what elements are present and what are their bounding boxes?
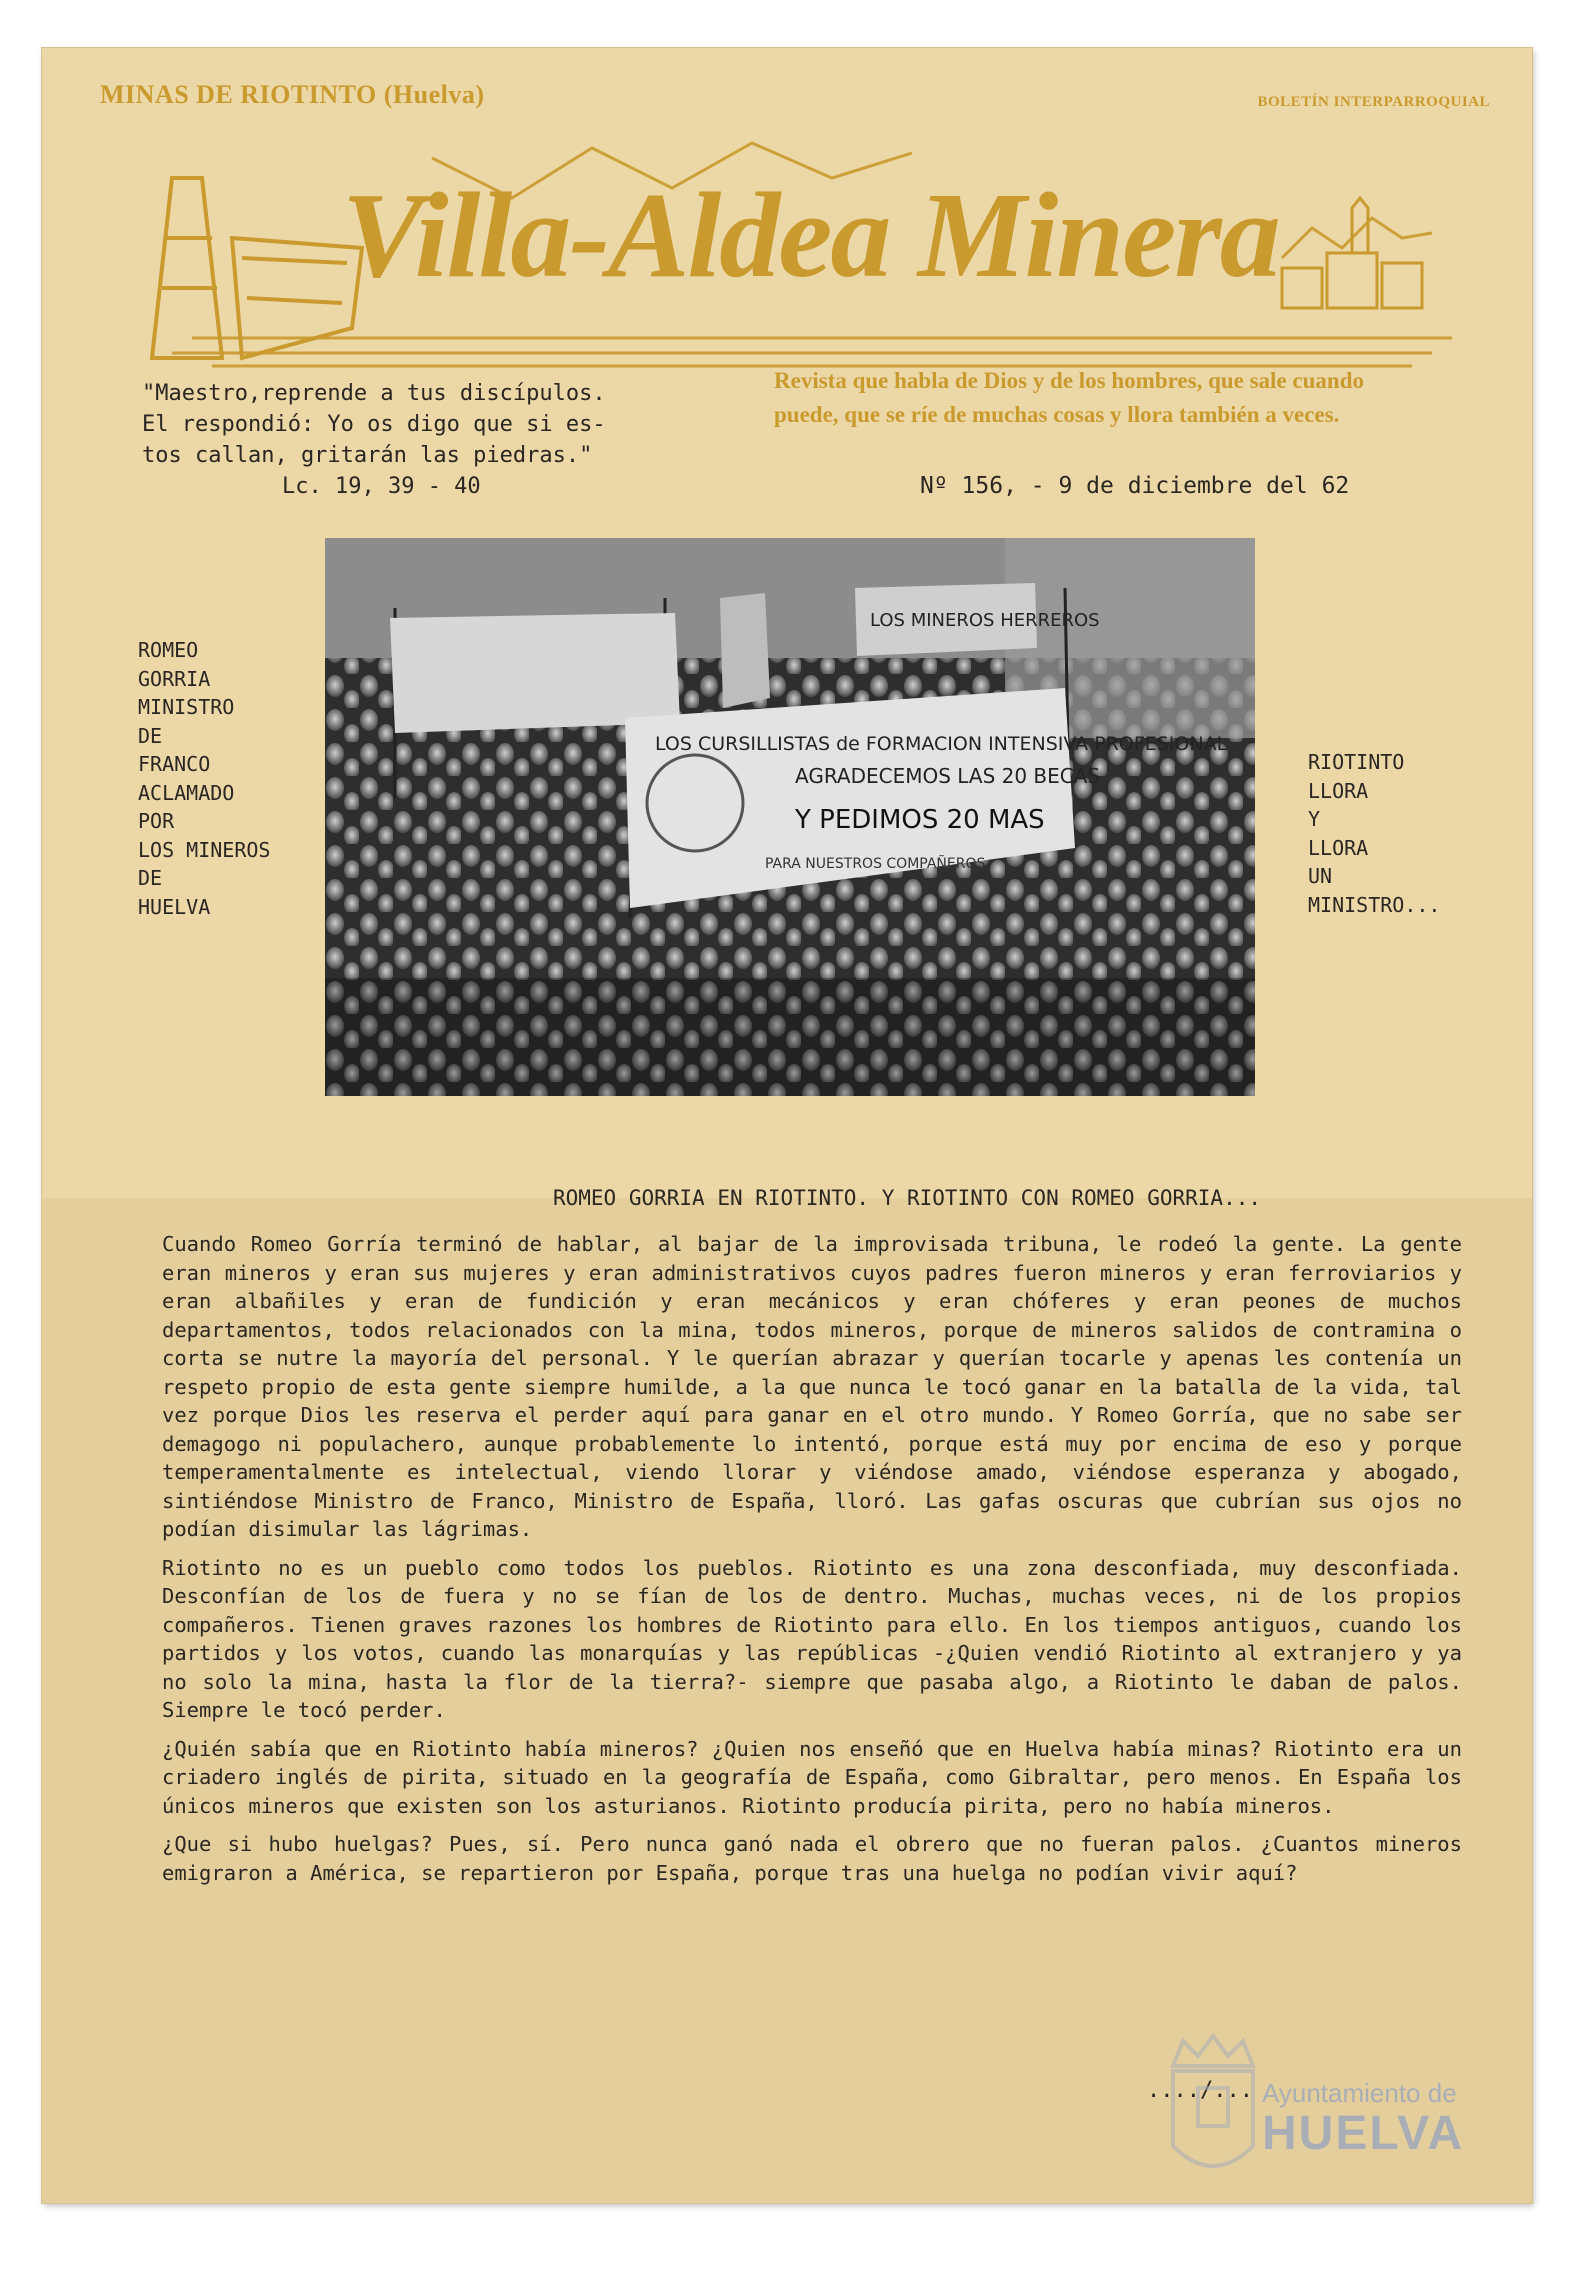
caption-line: MINISTRO...: [1308, 892, 1441, 917]
quote-line: El respondió: Yo os digo que si es-: [142, 412, 606, 437]
article-paragraph: ¿Quién sabía que en Riotinto había mineros? ¿Quien nos enseñó que en Huelva había minas? Riotinto era un criadero inglés de pirita, situado en la geografía de España, como Gibraltar, pero menos. En España los únicos mineros que existen son los asturianos. Riotinto producía pirita, pero no había mineros.: [162, 1736, 1462, 1818]
crowd-photo-illustration: [325, 538, 1255, 1096]
location-header: MINAS DE RIOTINTO (Huelva): [100, 80, 485, 109]
banner-text: PARA NUESTROS COMPAÑEROS: [765, 856, 986, 872]
article-paragraph: ¿Que si hubo huelgas? Pues, sí. Pero nunca ganó nada el obrero que no fueran palos. ¿Cuantos mineros emigraron a América, se repartieron por España, porque tras una huelga no podían vivir aquí?: [162, 1832, 1462, 1885]
quote-citation: Lc. 19, 39 - 40: [282, 474, 481, 499]
crowd-photo: [325, 538, 1255, 1096]
village-icon: [1282, 198, 1422, 308]
caption-line: LOS MINEROS: [138, 837, 271, 862]
quote-line: "Maestro,reprende a tus discípulos.: [142, 381, 606, 406]
masthead-title: Villa-Aldea Minera: [342, 168, 1279, 303]
article-paragraph: Cuando Romeo Gorría terminó de hablar, al bajar de la improvisada tribuna, le rodeó la gente. La gente eran mineros y eran sus mujeres y eran administrativos cuyos padres fueron mineros y eran ferroviarios y eran albañiles y eran de fundición y eran mecánicos y eran chóferes y eran peones de muchos departamentos, todos relacionados con la mina, todos mineros, porque de mineros salidos de contramina o corta se nutre la mayoría del personal. Y le querían abrazar y querían tocarle y apenas les contenía un respeto propio de esta gente siempre humilde, a la que nunca le tocó ganar en la batalla de la vida, tal vez porque Dios les reserva el perder aquí para ganar en el otro mundo. Y Romeo Gorría, que no sabe ser demagogo ni populachero, aunque probablemente lo intentó, porque está muy por encima de eso y porque temperamentalmente es intelectual, viendo llorar y viéndose amado, viéndose esperanza y abogado, sintiéndose Ministro de Franco, Ministro de España, lloró. Las gafas oscuras que cubrían sus ojos no podían disimular las lágrimas.: [162, 1232, 1462, 1541]
issue-number: Nº 156, - 9 de diciembre del 62: [920, 473, 1350, 499]
tagline-line: Revista que habla de Dios y de los hombres, que sale cuando: [774, 368, 1364, 393]
continued-marker: ..../...: [1147, 2078, 1253, 2103]
caption-left: [138, 636, 270, 921]
caption-line: HUELVA: [138, 894, 211, 919]
banner-text: LOS CURSILLISTAS de FORMACION INTENSIVA PROFESIONAL: [655, 733, 1228, 755]
tagline: [774, 364, 1534, 432]
bulletin-type: BOLETÍN INTERPARROQUIAL: [1257, 94, 1490, 110]
caption-line: ROMEO: [138, 638, 199, 662]
article-title: ROMEO GORRIA EN RIOTINTO. Y RIOTINTO CON ROMEO GORRIA...: [552, 1186, 1261, 1210]
caption-right: [1308, 748, 1440, 919]
mine-tower-icon: [152, 178, 362, 358]
caption-line: MINISTRO: [138, 695, 235, 719]
banner-text: LOS MINEROS HERREROS: [870, 610, 1100, 631]
epigraph-quote: [142, 378, 702, 502]
caption-line: POR: [138, 809, 175, 833]
banner-text: Y PEDIMOS 20 MAS: [795, 805, 1045, 835]
watermark-line1: Ayuntamiento de: [1262, 2078, 1457, 2108]
article-paragraph: Riotinto no es un pueblo como todos los pueblos. Riotinto es una zona desconfiada, muy desconfiada. Desconfían de los de fuera y no se fían de los de dentro. Muchas, muchas veces, ni de los propios compañeros. Tienen graves razones los hombres de Riotinto para ello. En los tiempos antiguos, cuando los partidos y los votos, cuando las monarquías y las repúblicas -¿Quien vendió Riotinto al extranjero y ya no solo la mina, hasta la flor de la tierra?- siempre que pasaba algo, a Riotinto le daban de palos. Siempre le tocó perder.: [162, 1555, 1462, 1722]
newsletter-page: [42, 48, 1532, 2203]
caption-line: Y: [1308, 807, 1321, 831]
tagline-line: puede, que se ríe de muchas cosas y llora también a veces.: [774, 402, 1340, 427]
caption-line: ACLAMADO: [138, 780, 235, 805]
caption-line: UN: [1308, 864, 1333, 888]
quote-line: tos callan, gritarán las piedras.": [142, 443, 593, 468]
banner-text: AGRADECEMOS LAS 20 BECAS: [795, 764, 1101, 788]
caption-line: GORRIA: [138, 666, 211, 691]
caption-line: LLORA: [1308, 778, 1369, 803]
caption-line: RIOTINTO: [1308, 750, 1405, 774]
caption-line: DE: [138, 866, 163, 890]
caption-line: DE: [138, 723, 163, 748]
article-body: [162, 1230, 1462, 1897]
watermark-line2: HUELVA: [1262, 2107, 1465, 2160]
caption-line: LLORA: [1308, 835, 1369, 860]
caption-line: FRANCO: [138, 752, 211, 776]
